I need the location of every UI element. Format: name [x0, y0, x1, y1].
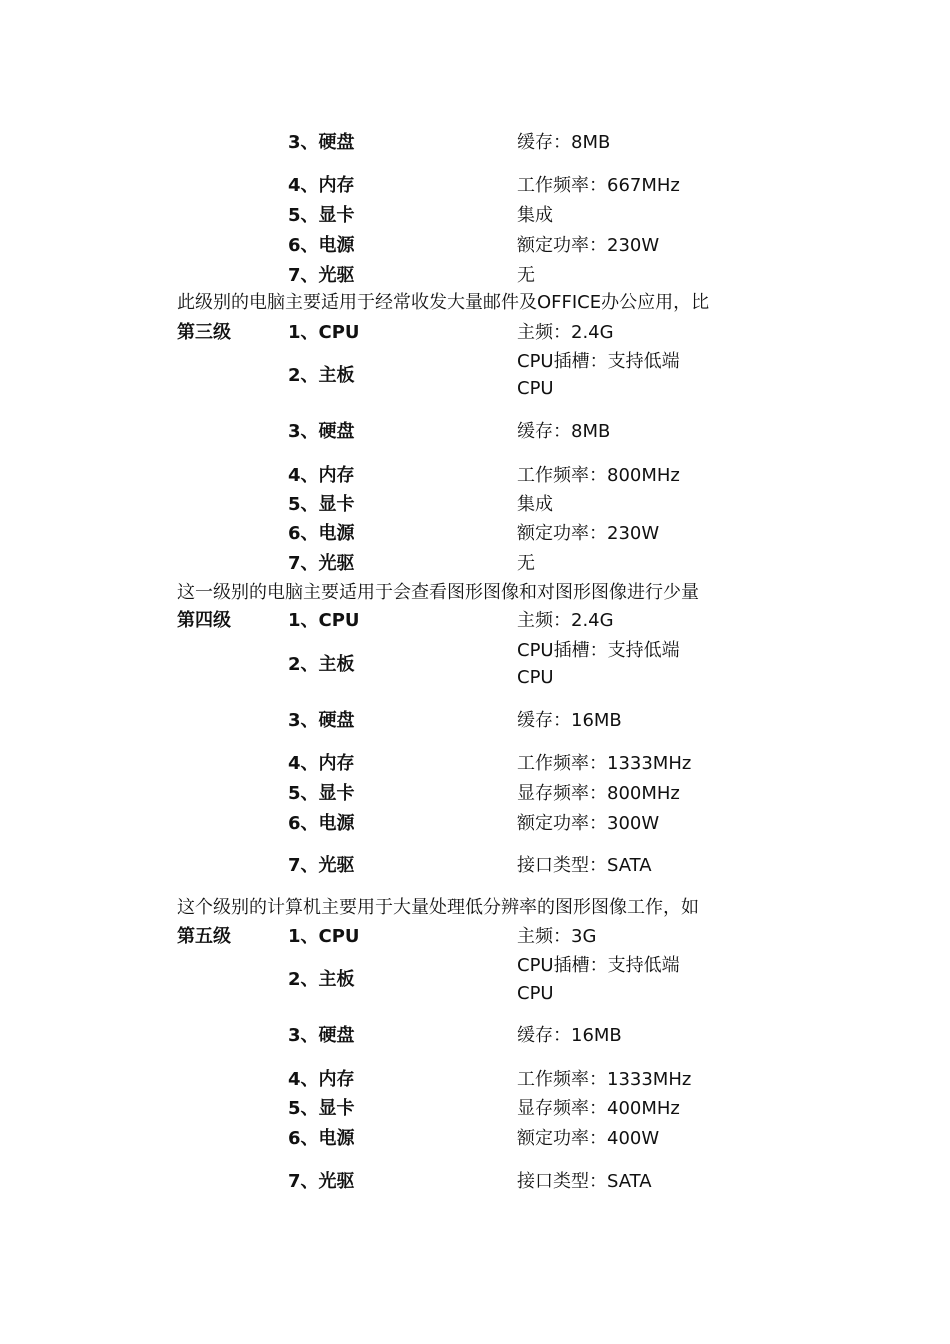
item-label: 2、主板: [288, 969, 355, 990]
spec-value: 缓存：16MB: [517, 710, 622, 731]
item-label: 4、内存: [288, 175, 355, 196]
item-label: 6、电源: [288, 523, 355, 544]
item-label: 4、内存: [288, 753, 355, 774]
level-label: 第三级: [177, 322, 231, 343]
spec-value: CPU插槽：支持低端: [517, 351, 680, 372]
item-label: 4、内存: [288, 465, 355, 486]
item-label: 1、CPU: [288, 322, 360, 343]
item-label: 4、内存: [288, 1069, 355, 1090]
spec-value: 缓存：8MB: [517, 421, 611, 442]
level-label: 第四级: [177, 610, 231, 631]
spec-value: CPU: [517, 378, 554, 399]
item-label: 7、光驱: [288, 553, 355, 574]
item-label: 5、显卡: [288, 1098, 355, 1119]
spec-value: 工作频率：1333MHz: [517, 1069, 692, 1090]
spec-value: 无: [517, 265, 535, 286]
spec-value: 主频：2.4G: [517, 610, 614, 631]
item-label: 5、显卡: [288, 205, 355, 226]
spec-value: CPU: [517, 667, 554, 688]
spec-value: 主频：2.4G: [517, 322, 614, 343]
spec-value: 工作频率：1333MHz: [517, 753, 692, 774]
item-label: 3、硬盘: [288, 1025, 355, 1046]
item-label: 7、光驱: [288, 855, 355, 876]
spec-value: CPU: [517, 983, 554, 1004]
spec-value: 接口类型：SATA: [517, 855, 652, 876]
item-label: 2、主板: [288, 654, 355, 675]
item-label: 3、硬盘: [288, 421, 355, 442]
item-label: 2、主板: [288, 365, 355, 386]
spec-value: 缓存：8MB: [517, 132, 611, 153]
item-label: 3、硬盘: [288, 132, 355, 153]
spec-value: 接口类型：SATA: [517, 1171, 652, 1192]
spec-value: 额定功率：300W: [517, 813, 660, 834]
spec-value: 集成: [517, 205, 553, 226]
spec-value: CPU插槽：支持低端: [517, 955, 680, 976]
spec-value: 工作频率：667MHz: [517, 175, 680, 196]
spec-value: 缓存：16MB: [517, 1025, 622, 1046]
spec-value: 显存频率：800MHz: [517, 783, 680, 804]
level-label: 第五级: [177, 926, 231, 947]
intro-paragraph: 这个级别的计算机主要用于大量处理低分辨率的图形图像工作，如: [177, 897, 699, 918]
item-label: 3、硬盘: [288, 710, 355, 731]
intro-paragraph: 这一级别的电脑主要适用于会查看图形图像和对图形图像进行少量: [177, 582, 699, 603]
item-label: 6、电源: [288, 1128, 355, 1149]
item-label: 6、电源: [288, 235, 355, 256]
intro-paragraph: 此级别的电脑主要适用于经常收发大量邮件及OFFICE办公应用，比: [177, 292, 710, 313]
spec-value: 集成: [517, 494, 553, 515]
spec-value: CPU插槽：支持低端: [517, 640, 680, 661]
item-label: 6、电源: [288, 813, 355, 834]
spec-value: 工作频率：800MHz: [517, 465, 680, 486]
item-label: 7、光驱: [288, 1171, 355, 1192]
spec-value: 主频：3G: [517, 926, 597, 947]
spec-value: 额定功率：400W: [517, 1128, 660, 1149]
item-label: 1、CPU: [288, 610, 360, 631]
spec-value: 无: [517, 553, 535, 574]
item-label: 5、显卡: [288, 494, 355, 515]
item-label: 7、光驱: [288, 265, 355, 286]
item-label: 5、显卡: [288, 783, 355, 804]
spec-value: 额定功率：230W: [517, 523, 660, 544]
spec-value: 额定功率：230W: [517, 235, 660, 256]
item-label: 1、CPU: [288, 926, 360, 947]
spec-value: 显存频率：400MHz: [517, 1098, 680, 1119]
